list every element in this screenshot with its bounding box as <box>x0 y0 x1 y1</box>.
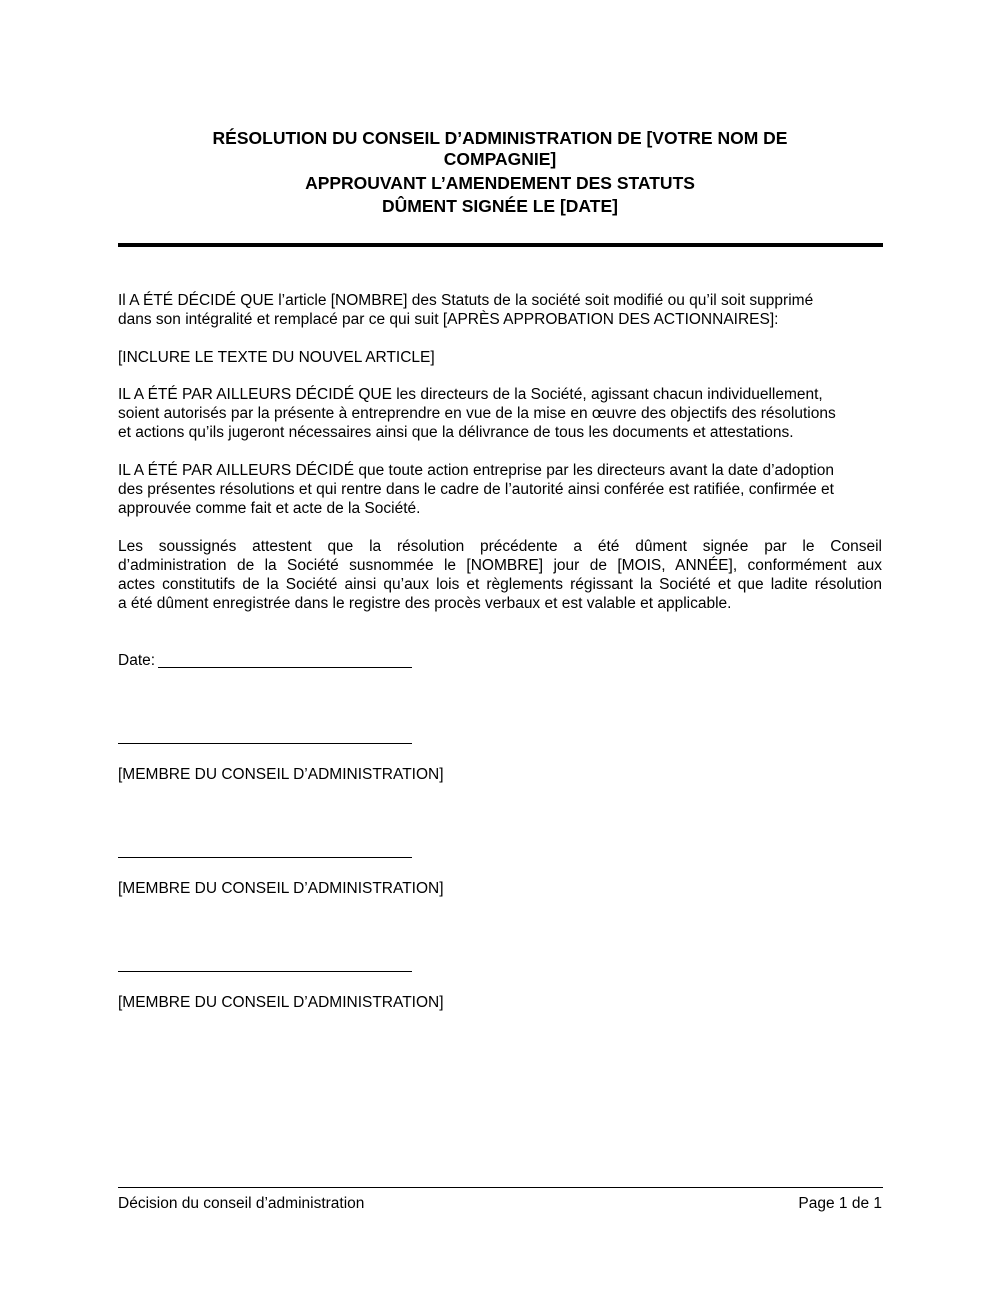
paragraph-line: et actions qu’ils jugeront nécessaires ainsi que la délivrance de tous les documents et attestations. <box>118 424 794 441</box>
date-field-line <box>158 667 412 668</box>
paragraph-line: Les soussignés attestent que la résolution précédente a été dûment signée par le Conseil <box>118 538 882 555</box>
title-line: DÛMENT SIGNÉE LE [DATE] <box>382 196 618 216</box>
footer-divider <box>118 1187 883 1188</box>
paragraph-line: des présentes résolutions et qui rentre dans le cadre de l’autorité ainsi conférée est ratifiée, confirmée et <box>118 481 834 498</box>
title-line: RÉSOLUTION DU CONSEIL D’ADMINISTRATION DE [VOTRE NOM DE <box>212 128 788 148</box>
paragraph-line: dans son intégralité et remplacé par ce qui suit [APRÈS APPROBATION DES ACTIONNAIRES]: <box>118 311 779 328</box>
paragraph-line: actes constitutifs de la Société ainsi qu’aux lois et règlements régissant la Société et que ladite résolution <box>118 576 882 593</box>
signature-line <box>118 743 412 744</box>
signature-line <box>118 857 412 858</box>
paragraph-line: IL A ÉTÉ PAR AILLEURS DÉCIDÉ que toute action entreprise par les directeurs avant la date d’adoption <box>118 462 834 479</box>
date-label: Date: <box>118 652 156 669</box>
paragraph-line: [INCLURE LE TEXTE DU NOUVEL ARTICLE] <box>118 349 435 366</box>
title-line: APPROUVANT L’AMENDEMENT DES STATUTS <box>305 173 695 193</box>
title-line: COMPAGNIE] <box>443 149 557 169</box>
paragraph-line: a été dûment enregistrée dans le registre des procès verbaux et est valable et applicable. <box>118 595 732 612</box>
paragraph-line: Il A ÉTÉ DÉCIDÉ QUE l’article [NOMBRE] des Statuts de la société soit modifié ou qu’il soit supprimé <box>118 292 814 309</box>
footer-title: Décision du conseil d’administration <box>118 1195 365 1212</box>
paragraph-line: d’administration de la Société susnommée le [NOMBRE] jour de [MOIS, ANNÉE], conformément aux <box>118 557 882 574</box>
signatory-label: [MEMBRE DU CONSEIL D’ADMINISTRATION] <box>118 880 444 897</box>
paragraph-line: IL A ÉTÉ PAR AILLEURS DÉCIDÉ QUE les directeurs de la Société, agissant chacun individuellement, <box>118 386 823 403</box>
page-number: Page 1 de 1 <box>798 1195 882 1212</box>
paragraph-line: approuvée comme fait et acte de la Société. <box>118 500 421 517</box>
title-divider <box>118 243 883 247</box>
signature-line <box>118 971 412 972</box>
signatory-label: [MEMBRE DU CONSEIL D’ADMINISTRATION] <box>118 994 444 1011</box>
signatory-label: [MEMBRE DU CONSEIL D’ADMINISTRATION] <box>118 766 444 783</box>
paragraph-line: soient autorisés par la présente à entreprendre en vue de la mise en œuvre des objectifs des résolutions <box>118 405 836 422</box>
